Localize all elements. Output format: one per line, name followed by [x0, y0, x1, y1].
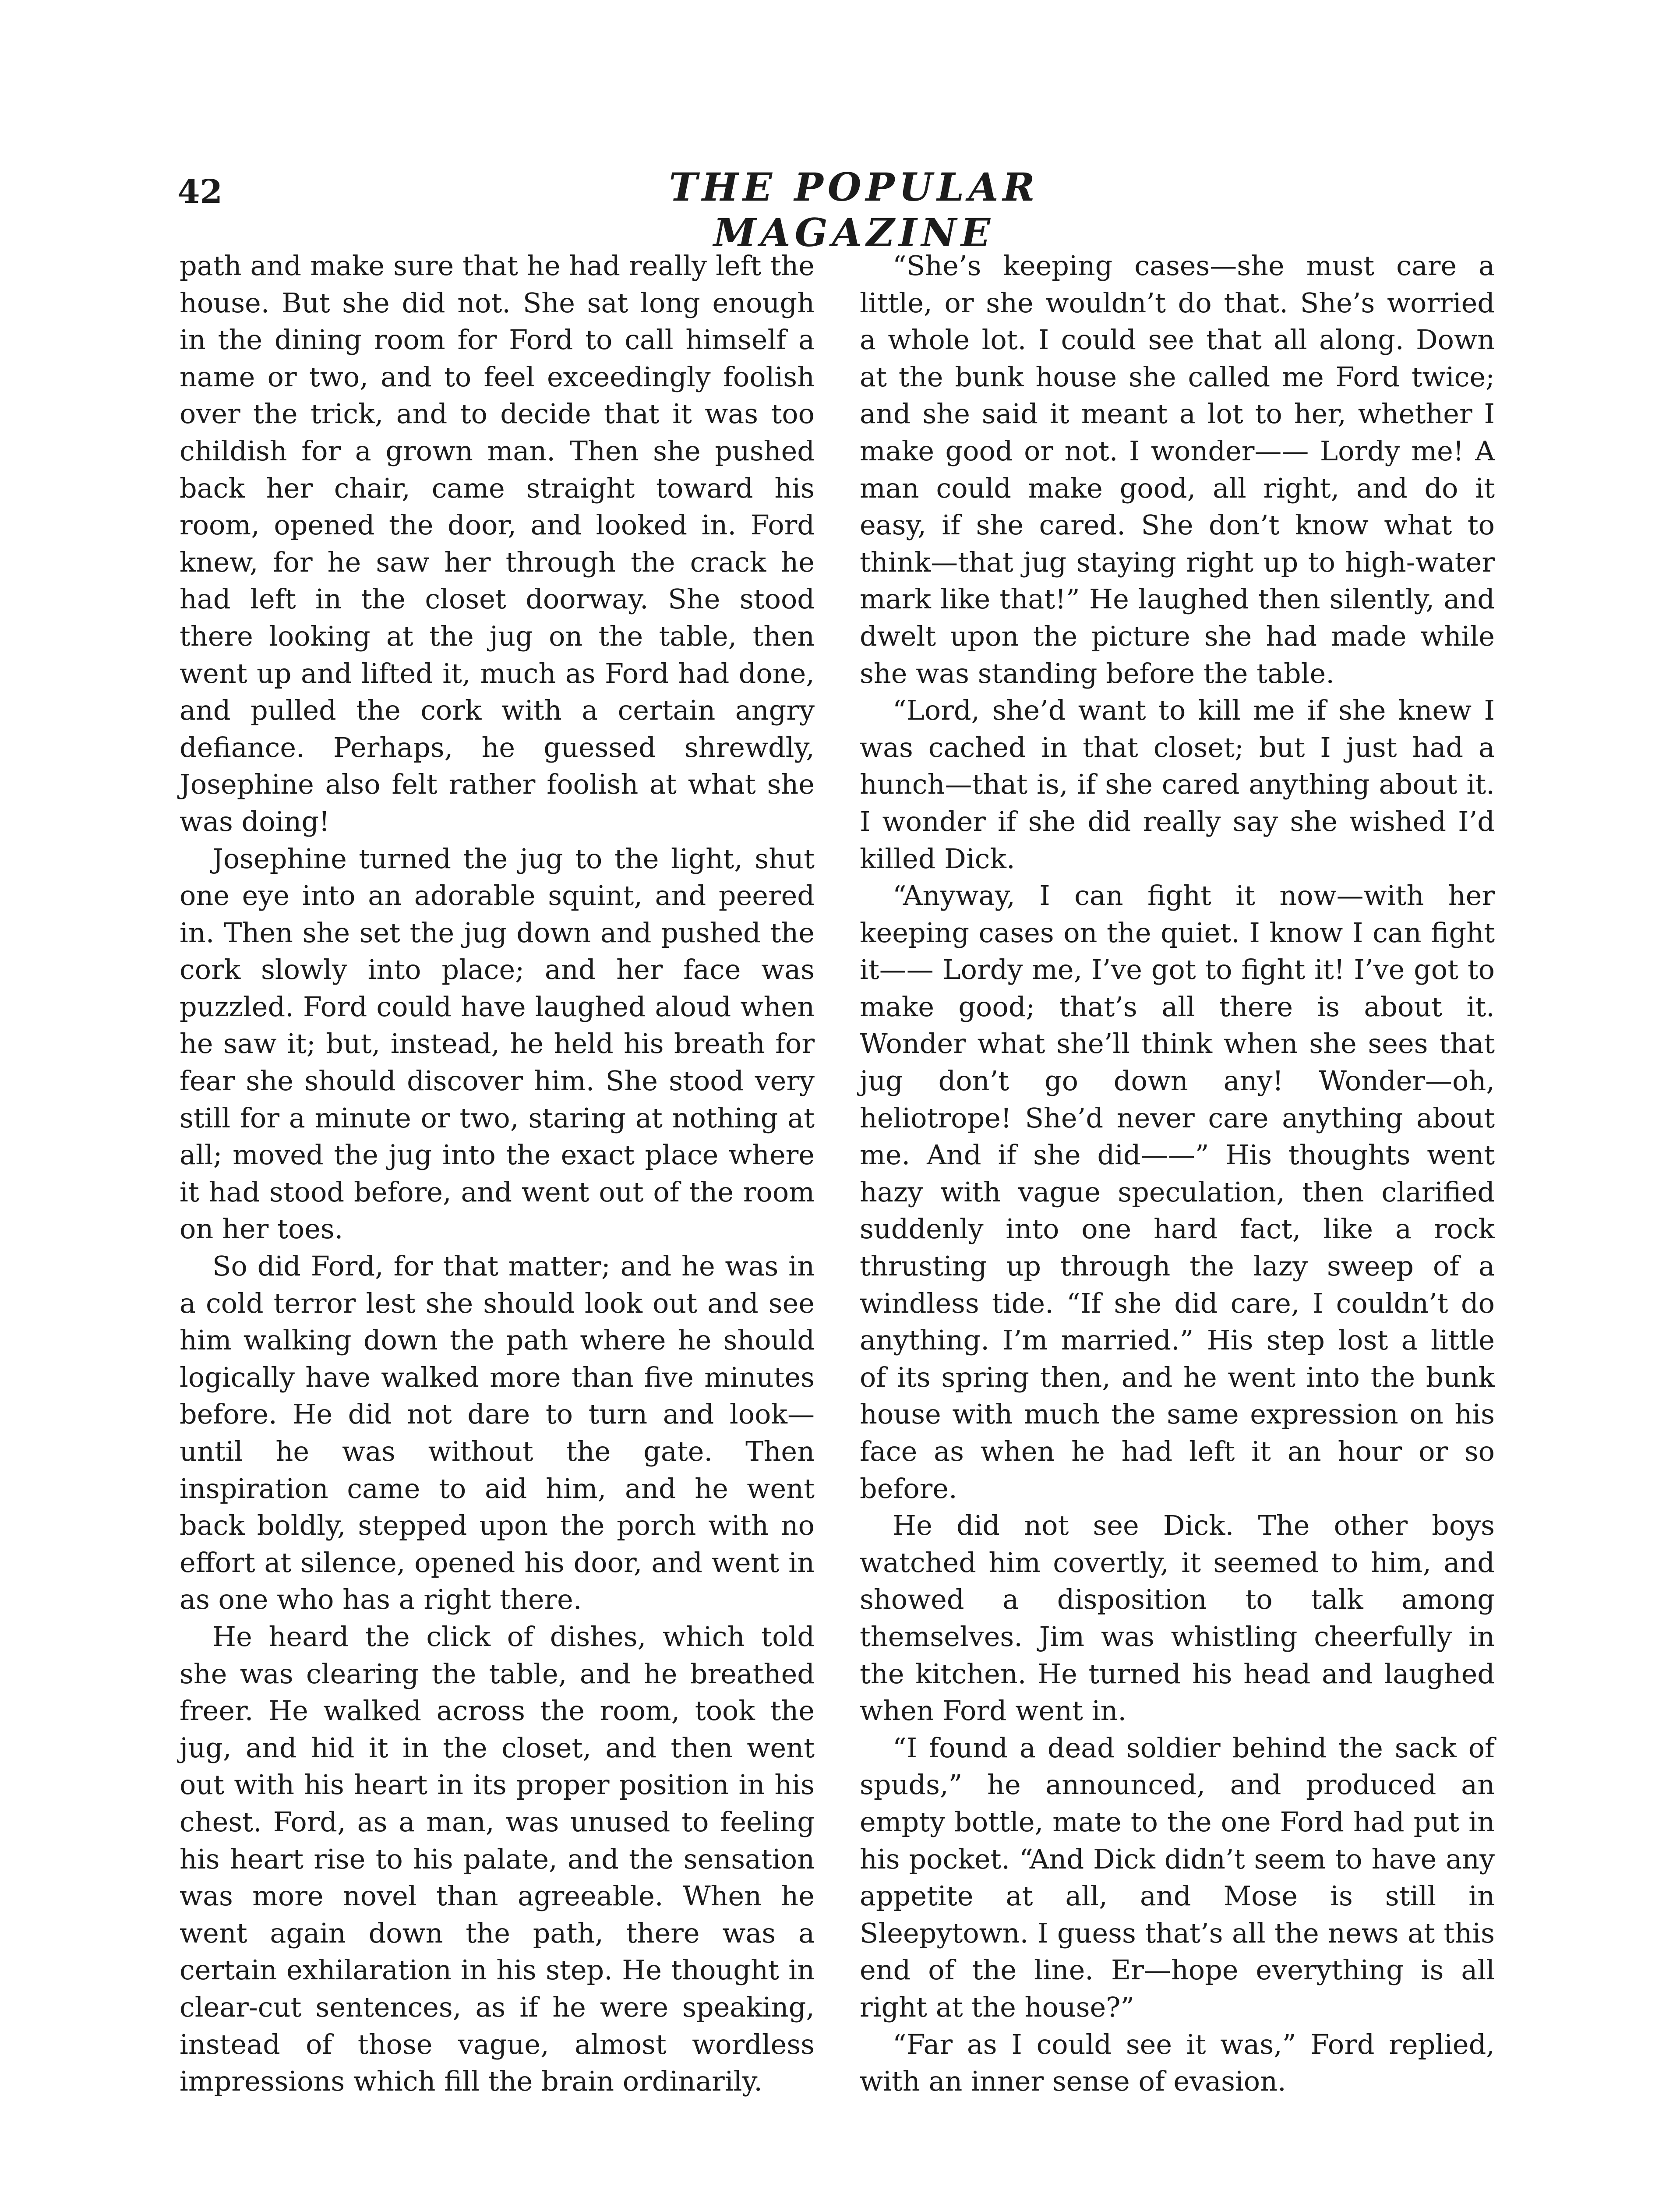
paragraph: path and make sure that he had really left the house. But she did not. She sat long enough in the dining room for Ford to call himself a name or two, and to feel exceedingly foolish over the trick, and to decide that it was too childish for a grown man. Then she pushed back her chair, came straight toward his room, opened the door, and looked in. Ford knew, for he saw her through the crack he had left in the closet doorway. She stood there looking at the jug on the table, then went up and lifted it, much as Ford had done, and pulled the cork with a certain angry defiance. Perhaps, he guessed shrewdly, Josephine also felt rather foolish at what she was doing! — [180, 250, 815, 837]
paragraph: So did Ford, for that matter; and he was in a cold terror lest she should look out and see him walking down the path where he should logically have walked more than five minutes before. He did not dare to turn and look—until he was without the gate. Then inspiration came to aid him, and he went back boldly, stepped upon the porch with no effort at silence, opened his door, and went in as one who has a right there. — [180, 1250, 815, 1616]
paragraph: “I found a dead soldier behind the sack of spuds,” he announced, and produced an empty bottle, mate to the one Ford had put in his pocket. “And Dick didn’t seem to have any appetite at all, and Mose is still in Sleepytown. I guess that’s all the news at this end of the line. Er—hope everything is all right at the house?” — [860, 1731, 1495, 2023]
paragraph: “Far as I could see it was,” Ford replied, with an inner sense of evasion. — [860, 2028, 1495, 2098]
paragraph: “Lord, she’d want to kill me if she knew I was cached in that closet; but I just had a hunch—that is, if she cared anything about it. I wonder if she did really say she wished I’d killed Dick. — [860, 694, 1495, 875]
paragraph: “She’s keeping cases—she must care a little, or she wouldn’t do that. She’s worried a whole lot. I could see that all along. Down at the bunk house she called me Ford twice; and she said it meant a lot to her, whether I make good or not. I wonder—— Lordy me! A man could make good, all right, and do it easy, if she cared. She don’t know what to think—that jug staying right up to high-water mark like that!” He laughed then silently, and dwelt upon the picture she had made while she was standing before the table. — [860, 250, 1495, 689]
paragraph: “Anyway, I can fight it now—with her keeping cases on the quiet. I know I can fight it—— Lordy me, I’ve got to fight it! I’ve got to make good; that’s all there is about it. Wonder what she’ll think when she sees that jug don’t go down any! Wonder—oh, heliotrope! She’d never care anything about me. And if she did——” His thoughts went hazy with vague speculation, then clarified suddenly into one hard fact, like a rock thrusting up through the lazy sweep of a windless tide. “If she did care, I couldn’t do anything. I’m married.” His step lost a little of its spring then, and he went into the bunk house with much the same expression on his face as when he had left it an hour or so before. — [860, 880, 1495, 1505]
page-number: 42 — [177, 173, 222, 211]
right-column — [860, 247, 1495, 2100]
paragraph: Josephine turned the jug to the light, shut one eye into an adorable squint, and peered in. Then she set the jug down and pushed the cork slowly into place; and her face was puzzled. Ford could have laughed aloud when he saw it; but, instead, he held his breath for fear she should discover him. She stood very still for a minute or two, staring at nothing at all; moved the jug into the exact place where it had stood before, and went out of the room on her toes. — [180, 842, 815, 1245]
running-title: THE POPULAR MAGAZINE — [669, 164, 1039, 255]
left-column — [180, 247, 815, 2100]
paragraph: He did not see Dick. The other boys watched him covertly, it seemed to him, and showed a disposition to talk among themselves. Jim was whistling cheerfully in the kitchen. He turned his head and laughed when Ford went in. — [860, 1509, 1495, 1727]
paragraph: He heard the click of dishes, which told she was clearing the table, and he breathed freer. He walked across the room, took the jug, and hid it in the closet, and then went out with his heart in its proper position in his chest. Ford, as a man, was unused to feeling his heart rise to his palate, and the sensation was more novel than agreeable. When he went again down the path, there was a certain exhilaration in his step. He thought in clear-cut sentences, as if he were speaking, instead of those vague, almost wordless impressions which fill the brain ordinarily. — [180, 1620, 815, 2098]
